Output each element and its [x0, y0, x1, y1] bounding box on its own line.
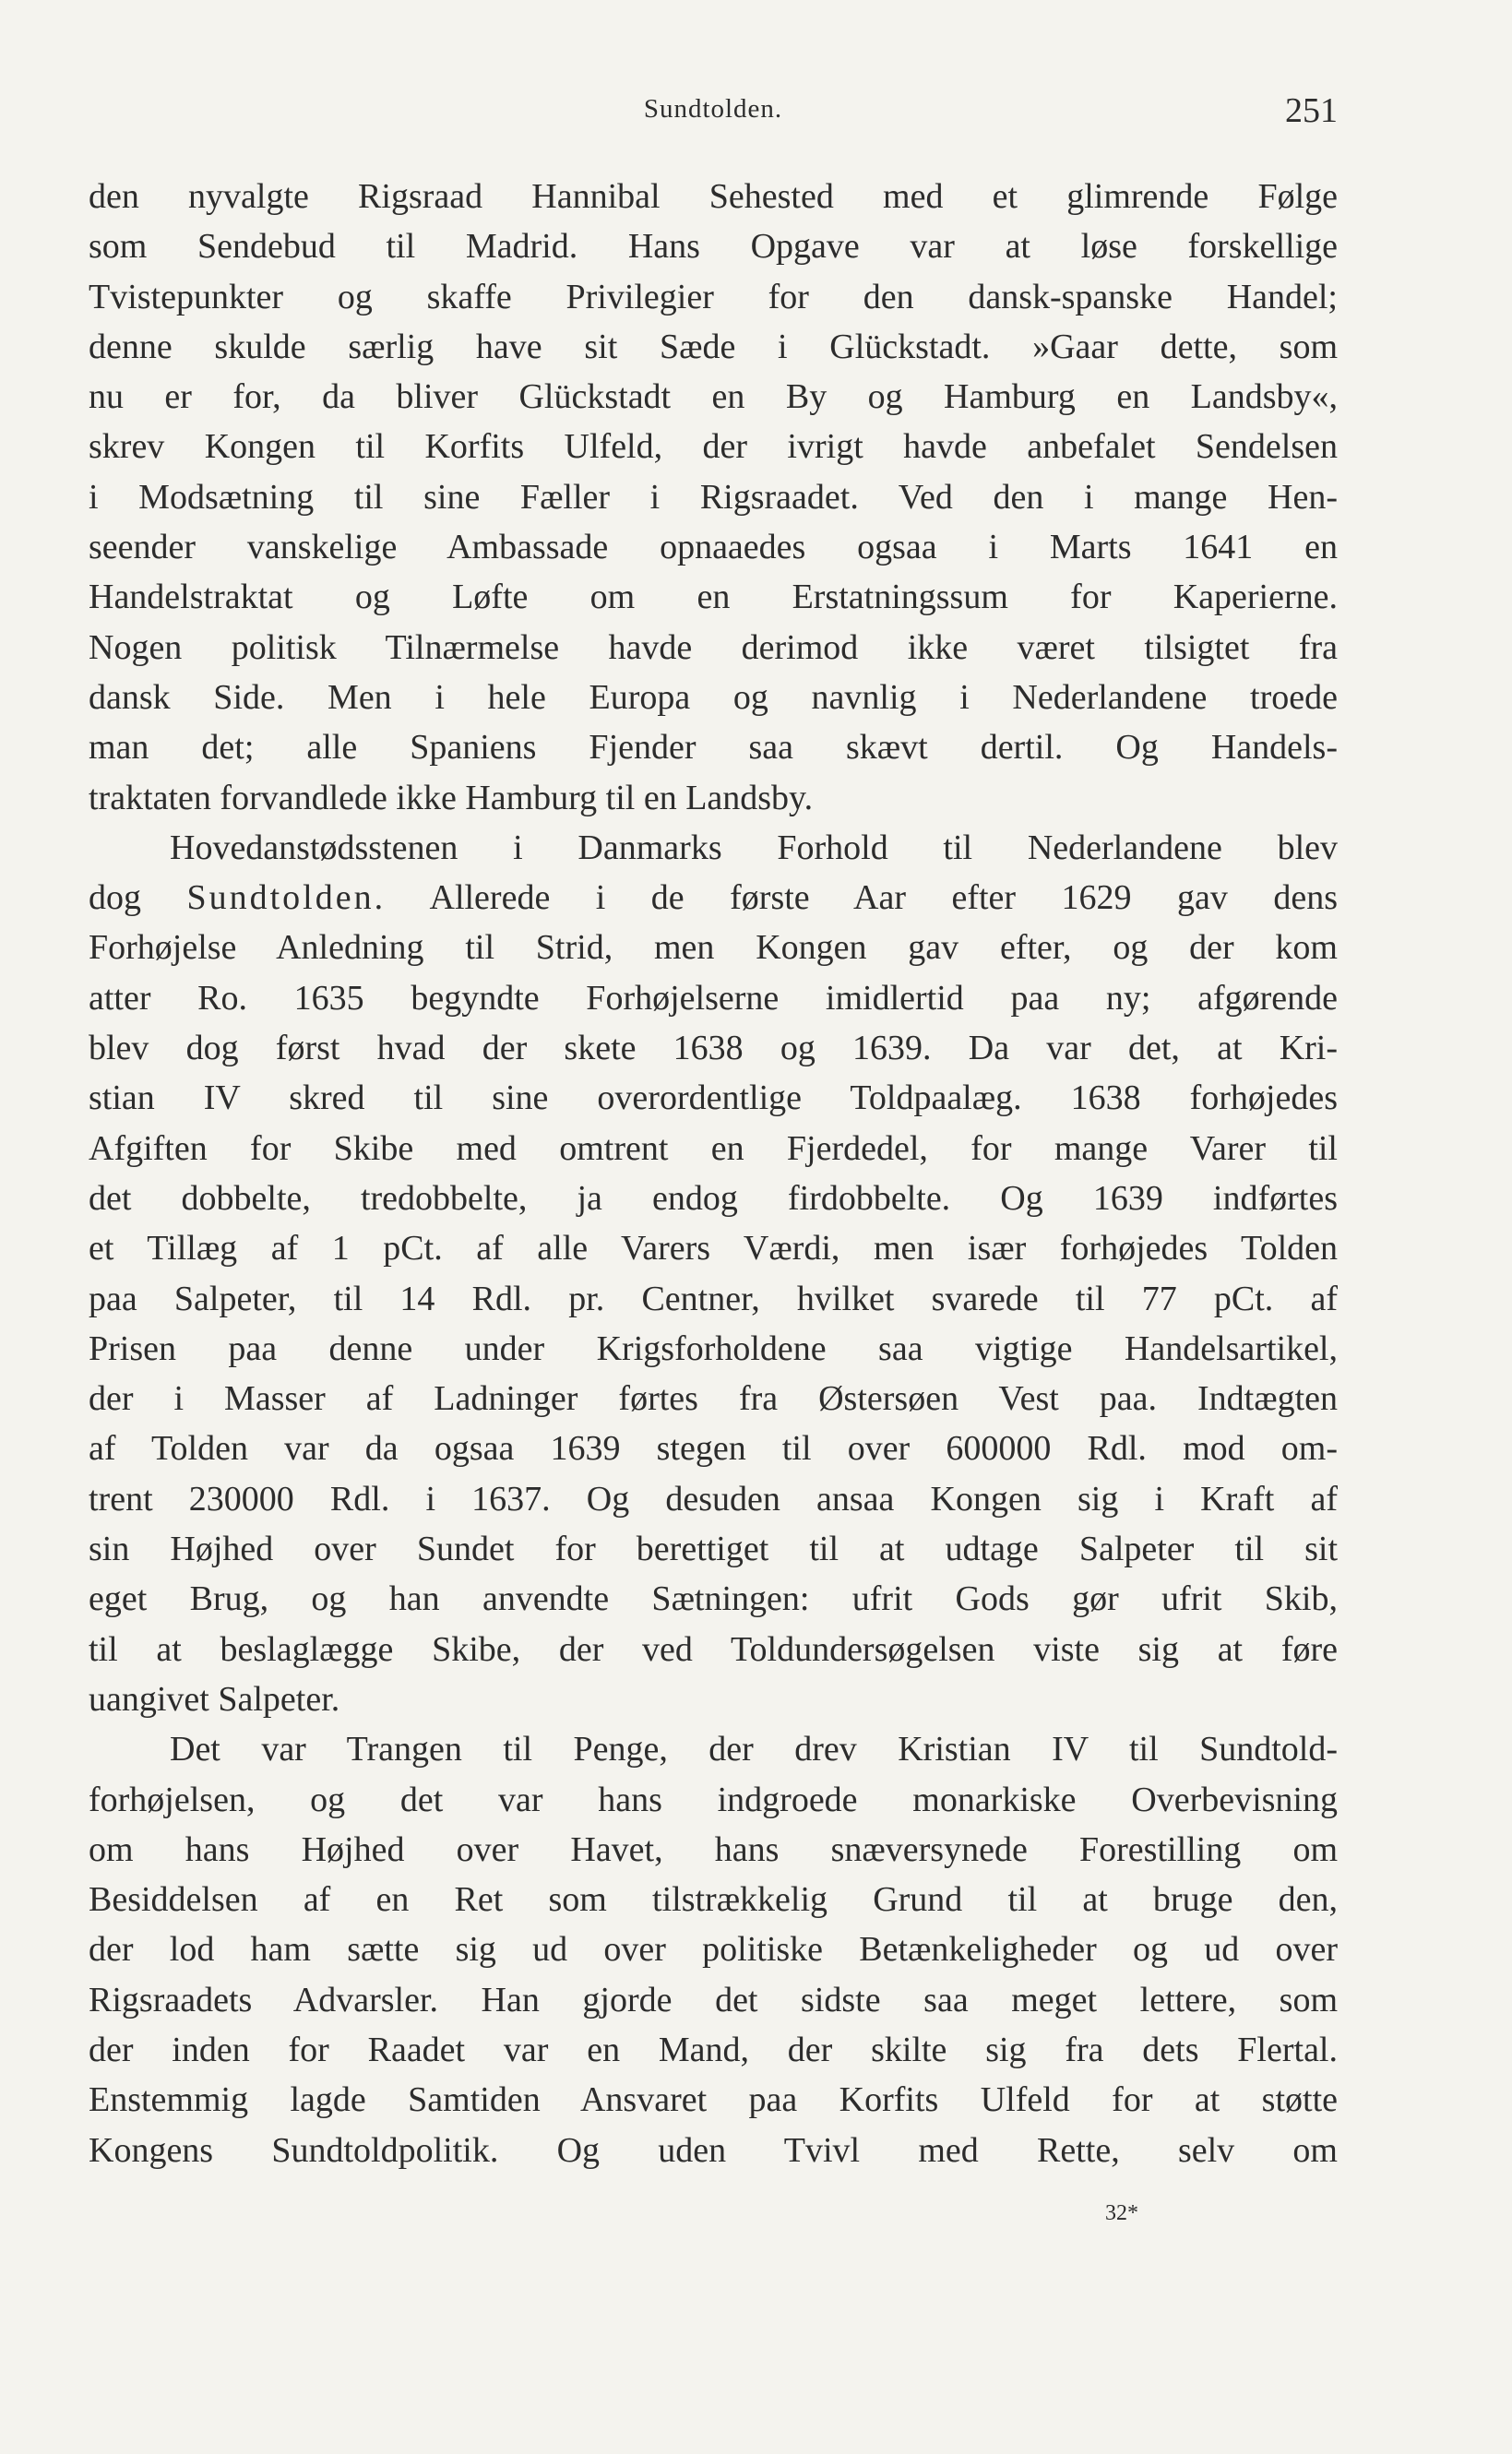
text-line-paragraph-end: uangivet Salpeter.	[89, 1679, 340, 1719]
text-line-with-spaced-term	[89, 873, 1338, 923]
text-fragment: dog	[89, 878, 187, 918]
running-head	[89, 90, 1338, 131]
text-line: Kongens Sundtoldpolitik. Og uden Tvivl med Rette, selv om	[89, 2130, 1338, 2170]
text-line: som Sendebud til Madrid. Hans Opgave var at løse forskellige	[89, 227, 1338, 267]
text-line: nu er for, da bliver Glückstadt en By og Hamburg en Landsby«,	[89, 377, 1338, 417]
text-line: Handelstraktat og Løfte om en Erstatningssum for Kaperierne.	[89, 578, 1338, 617]
text-line: den nyvalgte Rigsraad Hannibal Sehested med et glimrende Følge	[89, 177, 1338, 216]
signature-mark: 32*	[1105, 2201, 1138, 2225]
text-line: Enstemmig lagde Samtiden Ansvaret paa Korfits Ulfeld for at støtte	[89, 2080, 1338, 2120]
text-fragment: Allerede i de første Aar efter 1629 gav dens	[429, 878, 1338, 918]
text-line: til at beslaglægge Skibe, der ved Toldundersøgelsen viste sig at føre	[89, 1629, 1338, 1669]
spaced-term: Sundtolden.	[186, 878, 387, 918]
text-line: Nogen politisk Tilnærmelse havde derimod ikke været tilsigtet fra	[89, 627, 1338, 667]
text-line: der i Masser af Ladninger førtes fra Østersøen Vest paa. Indtægten	[89, 1379, 1338, 1419]
text-line: sin Højhed over Sundet for berettiget til at udtage Salpeter til sit	[89, 1530, 1338, 1569]
page-number: 251	[1285, 91, 1338, 130]
text-line: om hans Højhed over Havet, hans snæversynede Forestilling om	[89, 1829, 1338, 1869]
text-line: af Tolden var da ogsaa 1639 stegen til over 600000 Rdl. mod om-	[89, 1429, 1338, 1469]
text-line: Afgiften for Skibe med omtrent en Fjerdedel, for mange Varer til	[89, 1128, 1338, 1168]
text-line: Tvistepunkter og skaffe Privilegier for den dansk-spanske Handel;	[89, 277, 1338, 316]
text-line: blev dog først hvad der skete 1638 og 1639. Da var det, at Kri-	[89, 1029, 1338, 1068]
text-line: man det; alle Spaniens Fjender saa skævt dertil. Og Handels-	[89, 728, 1338, 768]
text-line: forhøjelsen, og det var hans indgroede monarkiske Overbevisning	[89, 1780, 1338, 1819]
text-line: paa Salpeter, til 14 Rdl. pr. Centner, hvilket svarede til 77 pCt. af	[89, 1279, 1338, 1318]
text-line: trent 230000 Rdl. i 1637. Og desuden ansaa Kongen sig i Kraft af	[89, 1479, 1338, 1519]
text-line: skrev Kongen til Korfits Ulfeld, der ivrigt havde anbefalet Sendelsen	[89, 427, 1338, 467]
body-text	[89, 172, 1338, 2175]
text-line: Prisen paa denne under Krigsforholdene saa vigtige Handelsartikel,	[89, 1328, 1338, 1368]
text-line-paragraph-start: Hovedanstødsstenen i Danmarks Forhold til Nederlandene blev	[170, 828, 1338, 867]
text-line-paragraph-start: Det var Trangen til Penge, der drev Kristian IV til Sundtold-	[170, 1730, 1338, 1769]
text-line: Besiddelsen af en Ret som tilstrækkelig Grund til at bruge den,	[89, 1880, 1338, 1920]
text-line: der lod ham sætte sig ud over politiske Betænkeligheder og ud over	[89, 1930, 1338, 1970]
text-line: i Modsætning til sine Fæller i Rigsraadet. Ved den i mange Hen-	[89, 477, 1338, 517]
text-line: seender vanskelige Ambassade opnaaedes ogsaa i Marts 1641 en	[89, 528, 1338, 567]
text-line-paragraph-end: traktaten forvandlede ikke Hamburg til en Landsby.	[89, 778, 814, 817]
text-line: det dobbelte, tredobbelte, ja endog firdobbelte. Og 1639 indførtes	[89, 1178, 1338, 1218]
text-line: dansk Side. Men i hele Europa og navnlig i Nederlandene troede	[89, 677, 1338, 717]
text-line: stian IV skred til sine overordentlige Toldpaalæg. 1638 forhøjedes	[89, 1078, 1338, 1118]
text-line: der inden for Raadet var en Mand, der skilte sig fra dets Flertal.	[89, 2030, 1338, 2069]
text-line: Forhøjelse Anledning til Strid, men Kongen gav efter, og der kom	[89, 928, 1338, 968]
text-line: Rigsraadets Advarsler. Han gjorde det sidste saa meget lettere, som	[89, 1980, 1338, 2019]
running-title: Sundtolden.	[643, 94, 783, 124]
text-line: et Tillæg af 1 pCt. af alle Varers Værdi, men især forhøjedes Tolden	[89, 1229, 1338, 1269]
text-line: denne skulde særlig have sit Sæde i Glückstadt. »Gaar dette, som	[89, 327, 1338, 366]
text-line: atter Ro. 1635 begyndte Forhøjelserne imidlertid paa ny; afgørende	[89, 978, 1338, 1018]
text-line: eget Brug, og han anvendte Sætningen: ufrit Gods gør ufrit Skib,	[89, 1579, 1338, 1619]
